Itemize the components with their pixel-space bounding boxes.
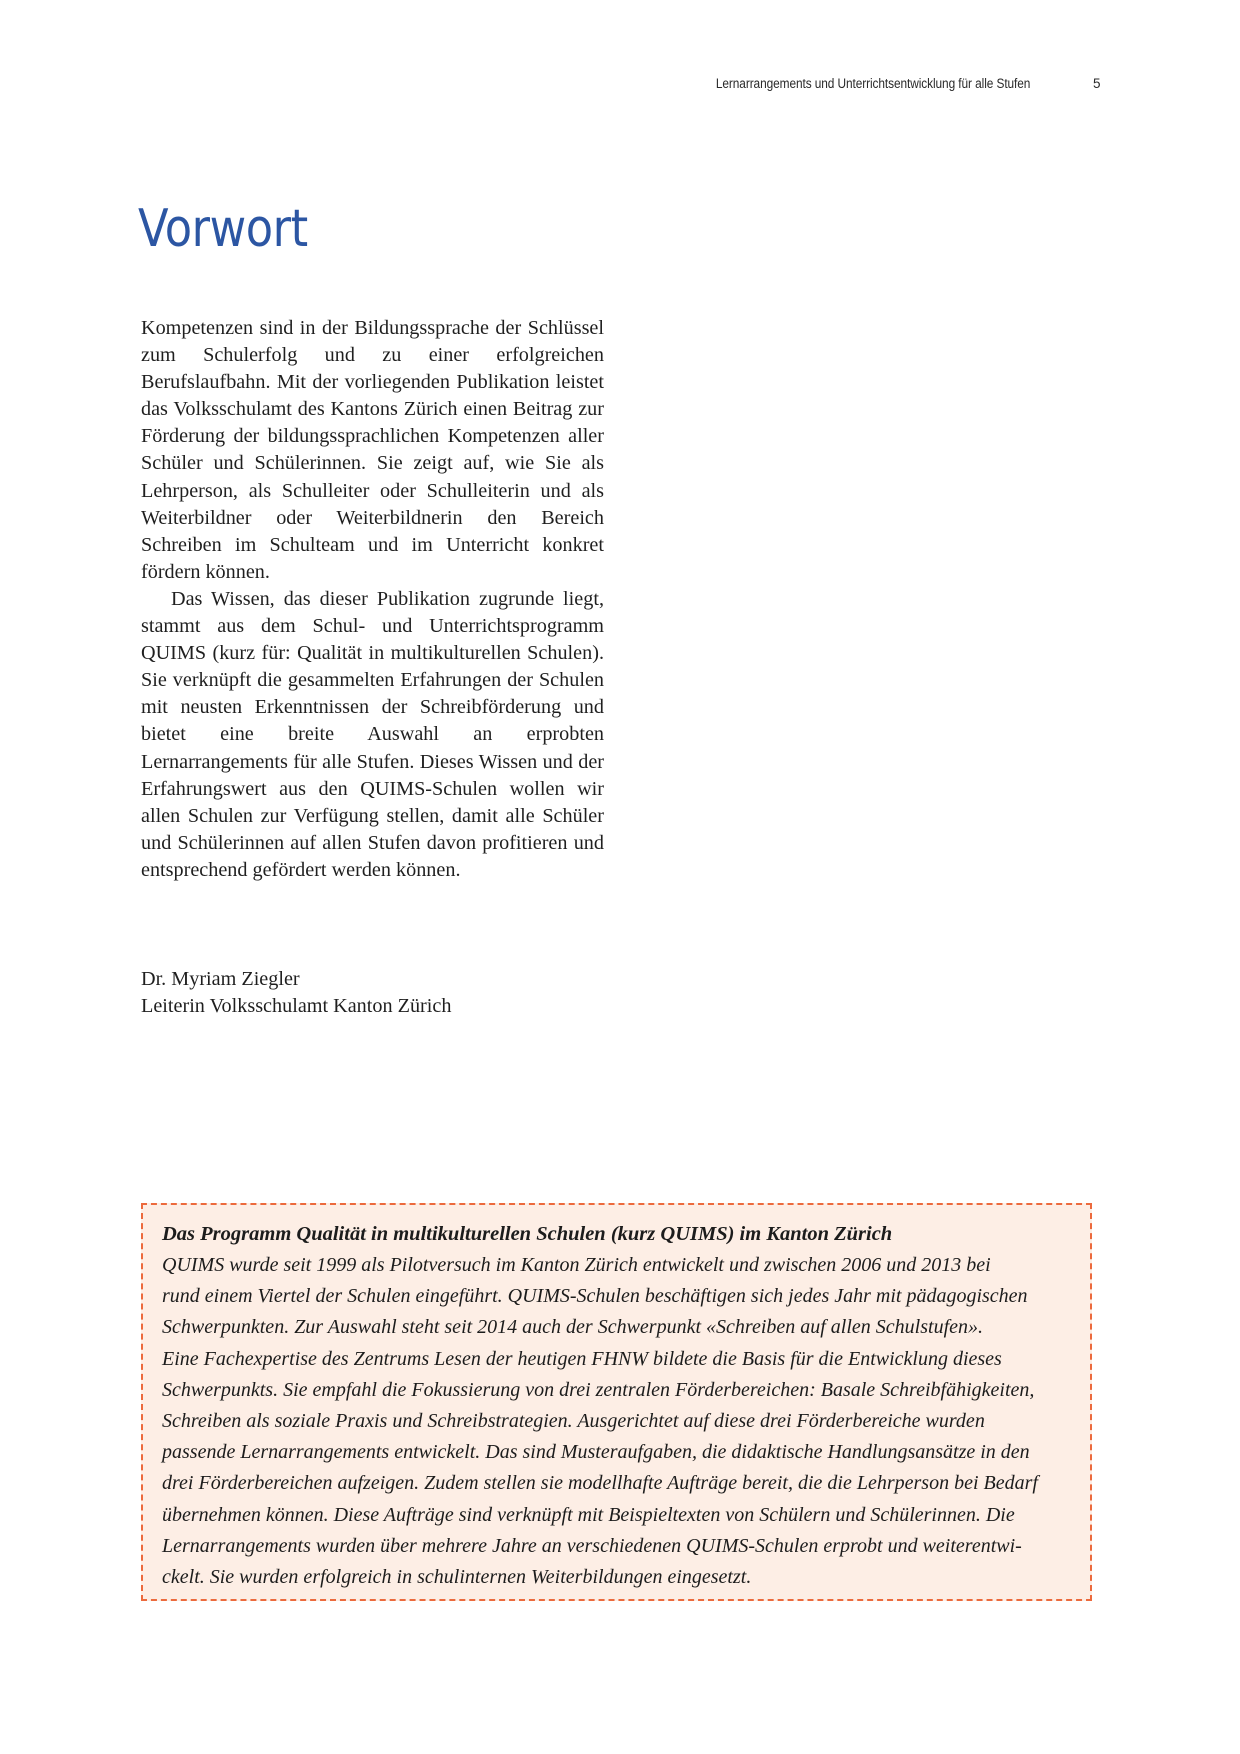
running-title: Lernarrangements und Unterrichtsentwicklung für alle Stufen [715, 76, 1030, 91]
page-title: Vorwort [138, 199, 308, 259]
quims-info-box [141, 1203, 1092, 1601]
info-box-line: passende Lernarrangements entwickelt. Das sind Musteraufgaben, die didaktische Handlungsansätze in den [162, 1441, 1030, 1464]
info-box-line: QUIMS wurde seit 1999 als Pilotversuch im Kanton Zürich entwickelt und zwischen 2006 und 2013 bei [162, 1254, 991, 1276]
info-box-line: rund einem Viertel der Schulen eingeführt. QUIMS-Schulen beschäftigen sich jedes Jahr mit pädagogischen [162, 1285, 1028, 1308]
info-box-line: Schwerpunkts. Sie empfahl die Fokussierung von drei zentralen Förderbereichen: Basale Schreibfähigkeiten, [162, 1378, 1035, 1401]
info-box-line: Schreiben als soziale Praxis und Schreibstrategien. Ausgerichtet auf diese drei Förderbereiche wurden [162, 1410, 985, 1433]
info-box-line: Eine Fachexpertise des Zentrums Lesen der heutigen FHNW bildete die Basis für die Entwicklung dieses [162, 1347, 1002, 1370]
running-header [0, 76, 1240, 98]
page-number: 5 [1093, 76, 1101, 91]
signature-role: Leiterin Volksschulamt Kanton Zürich [141, 995, 452, 1018]
info-box-line: ckelt. Sie wurden erfolgreich in schulinternen Weiterbildungen eingesetzt. [162, 1566, 752, 1589]
paragraph: Das Wissen, das dieser Publikation zugrunde liegt, stammt aus dem Schul- und Unterrichtsprogramm QUIMS (kurz für: Qualität in multikulturellen Schulen). Sie verknüpft die gesammelten Erfahrungen der Schulen mit neusten Erkenntnissen der Schreibförderung und bietet eine breite Auswahl an erprobten Lernarrangements für alle Stufen. Dieses Wissen und der Erfahrungswert aus den QUIMS-Schulen wollen wir allen Schulen zur Verfügung stellen, damit alle Schüler und Schülerinnen auf allen Stufen davon profitieren und entsprechend gefördert werden können. [141, 587, 604, 881]
foreword-body [141, 315, 604, 884]
signature-name: Dr. Myriam Ziegler [141, 968, 300, 990]
info-box-line: übernehmen können. Diese Aufträge sind verknüpft mit Beispieltexten von Schülern und Schülerinnen. Die [162, 1503, 1015, 1526]
info-box-line: Lernarrangements wurden über mehrere Jahre an verschiedenen QUIMS-Schulen erprobt und weiterentwi- [162, 1534, 1022, 1557]
signature [141, 966, 451, 1020]
info-box-line: Schwerpunkten. Zur Auswahl steht seit 2014 auch der Schwerpunkt «Schreiben auf allen Schulstufen». [162, 1316, 984, 1339]
info-box-line: drei Förderbereichen aufzeigen. Zudem stellen sie modellhafte Aufträge bereit, die die Lehrperson bei Bedarf [162, 1472, 1038, 1495]
info-box-title: Das Programm Qualität in multikulturellen Schulen (kurz QUIMS) im Kanton Zürich [162, 1223, 893, 1245]
info-box-text [162, 1250, 1072, 1593]
paragraph: Kompetenzen sind in der Bildungssprache der Schlüssel zum Schulerfolg und zu einer erfolgreichen Berufslaufbahn. Mit der vorliegenden Publikation leistet das Volksschulamt des Kantons Zürich einen Beitrag zur Förderung der bildungssprachlichen Kompetenzen aller Schüler und Schülerinnen. Sie zeigt auf, wie Sie als Lehrperson, als Schulleiter oder Schulleiterin und als Weiterbildner oder Weiterbildnerin den Bereich Schreiben im Schulteam und im Unterricht konkret fördern können. [141, 317, 604, 583]
